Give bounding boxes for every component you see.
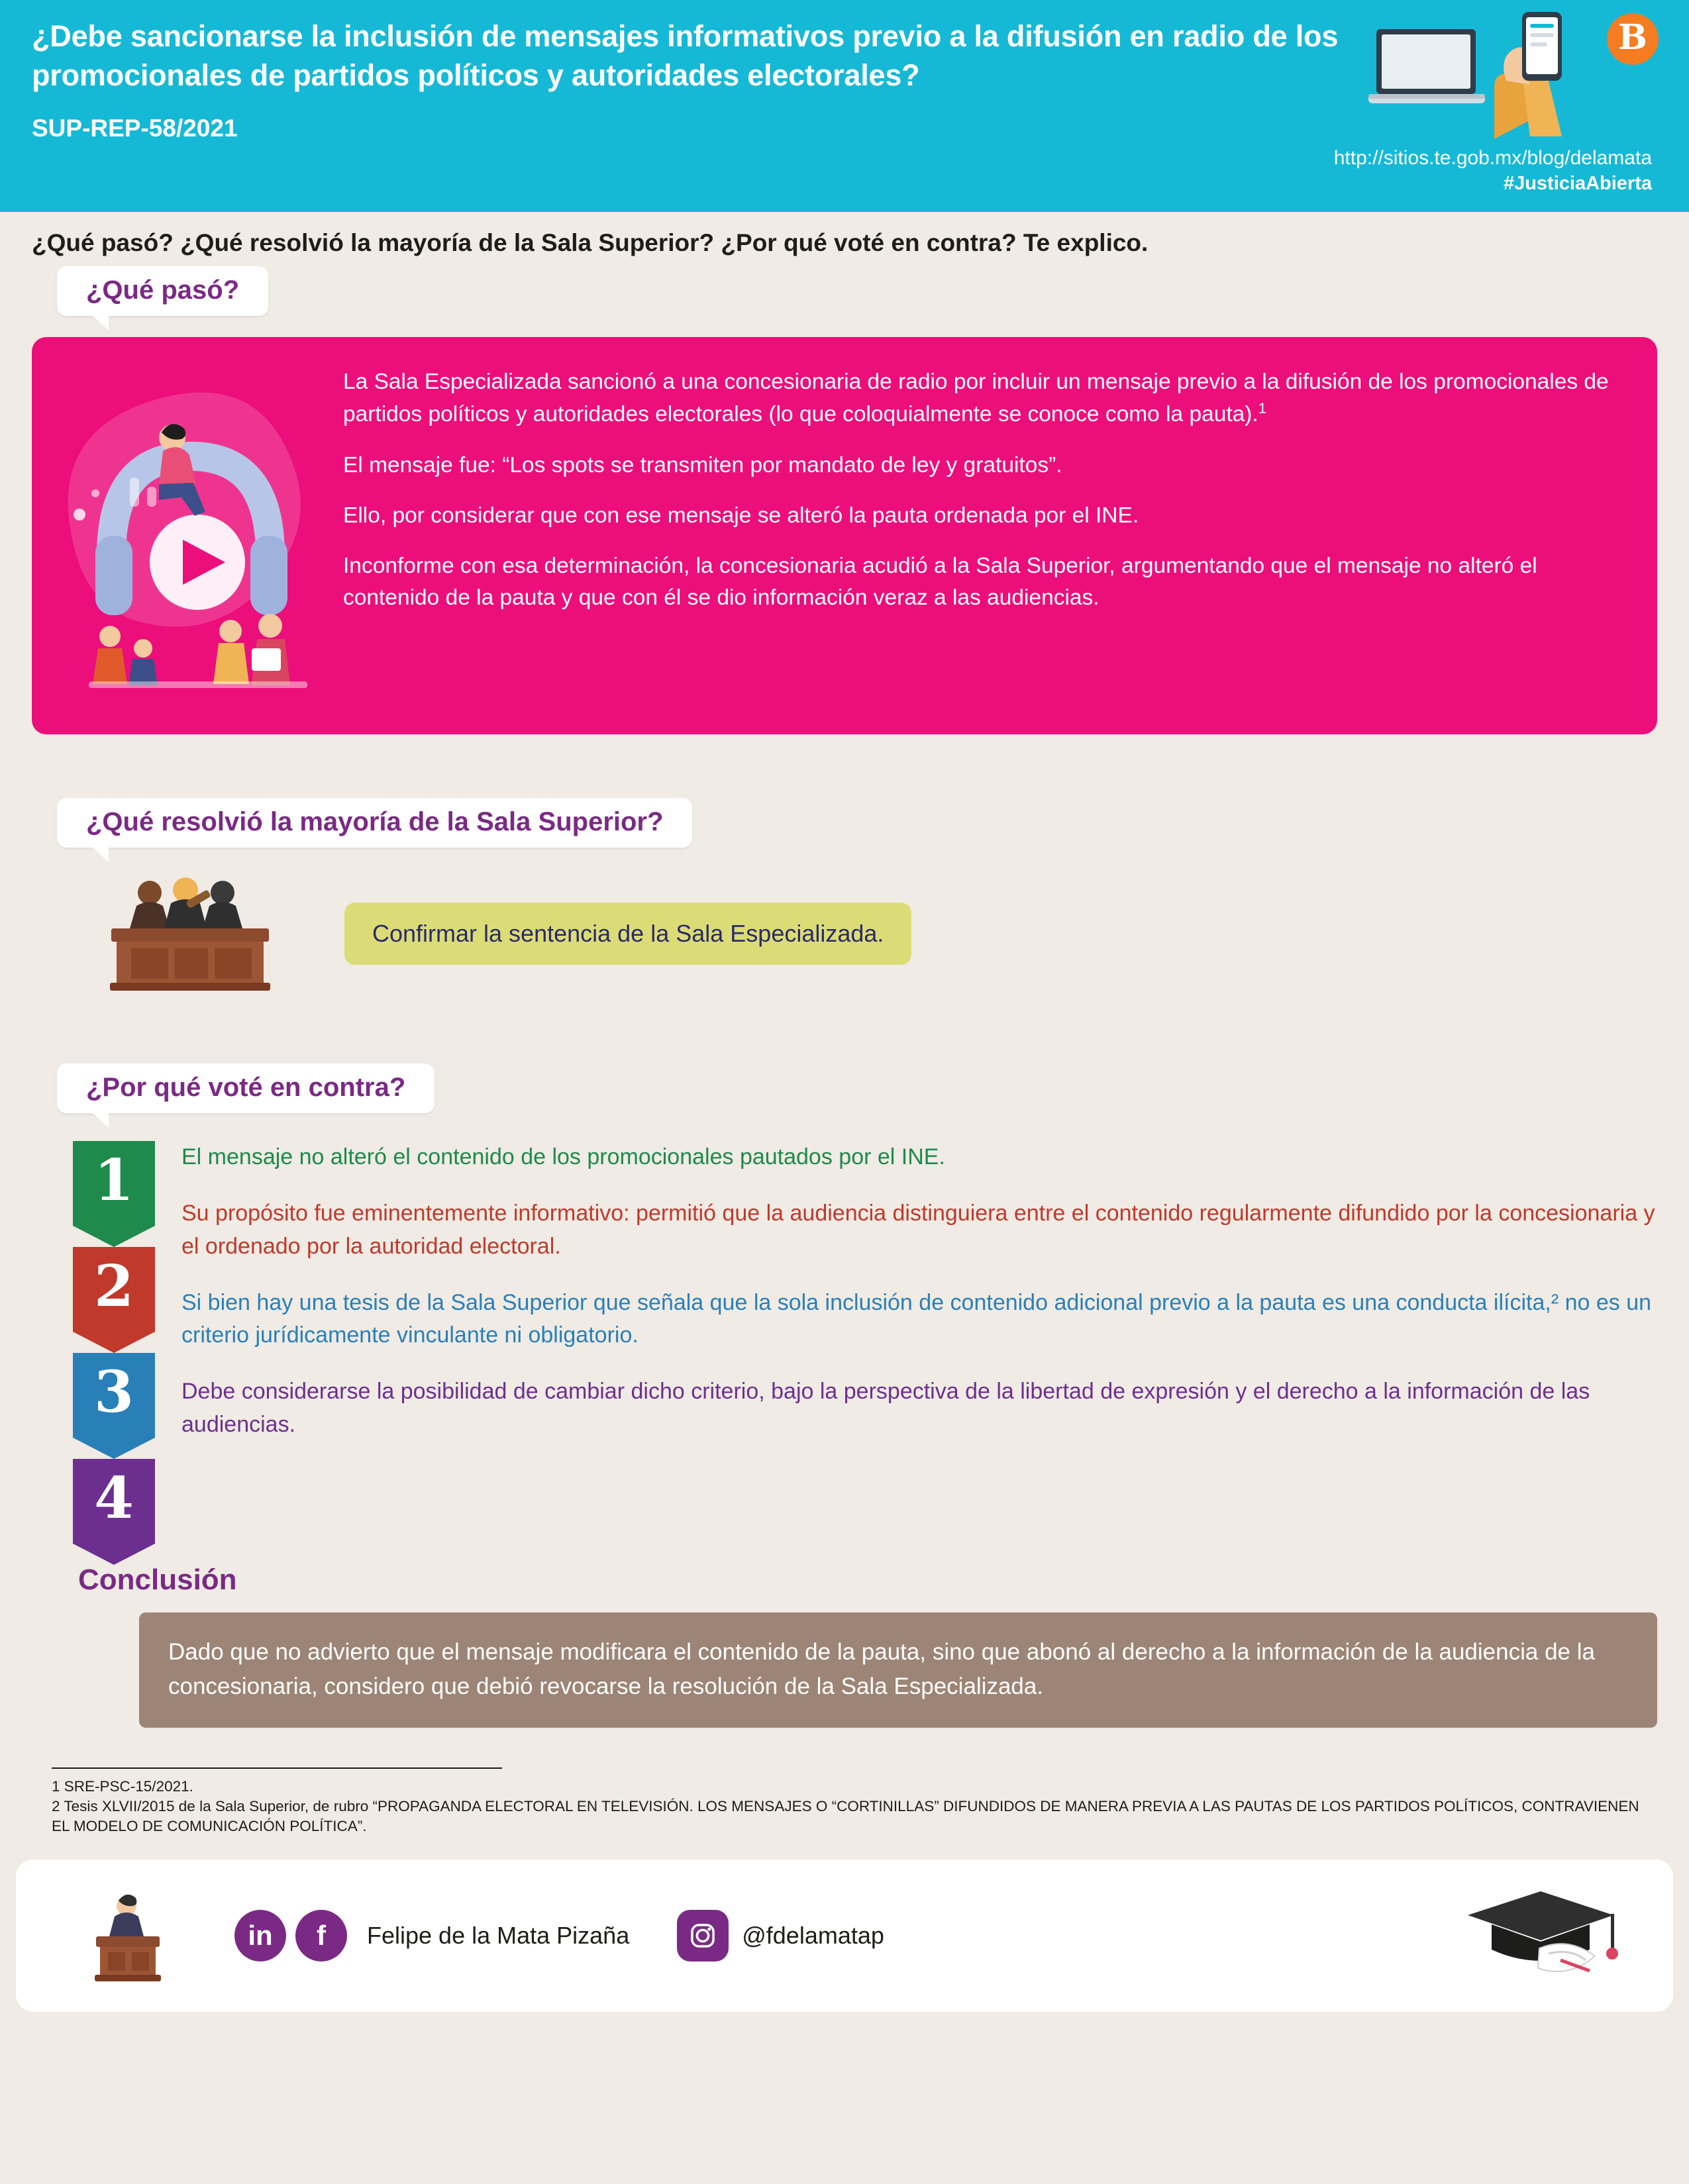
header-links bbox=[1334, 146, 1652, 195]
blogger-letter: B bbox=[1618, 17, 1647, 58]
linkedin-icon[interactable] bbox=[234, 1910, 286, 1961]
reason-text-3: Si bien hay una tesis de la Sala Superior que señala que la sola inclusión de contenido adicional previo a la pauta es una conducta ilícita,² no es un criterio jurídicamente vinculante ni obligatorio. bbox=[181, 1289, 1652, 1348]
judges-bench-illustration bbox=[32, 868, 317, 1000]
footnote-1: 1 SRE-PSC-15/2021. bbox=[52, 1777, 193, 1795]
graduation-cap-illustration bbox=[1461, 1879, 1627, 1992]
laptop-hand-illustration bbox=[1364, 7, 1583, 139]
judge-desk-illustration bbox=[16, 1886, 234, 1985]
reason-text-4: Debe considerarse la posibilidad de cambiar dicho criterio, bajo la perspectiva de la libertad de expresión y el derecho a la información de las audiencias. bbox=[181, 1379, 1590, 1437]
footnote-divider bbox=[52, 1767, 502, 1769]
facebook-label: f bbox=[317, 1919, 326, 1951]
bubble-que-resolvio: ¿Qué resolvió la mayoría de la Sala Superior? bbox=[57, 798, 692, 848]
conclusion-title: Conclusión bbox=[78, 1564, 237, 1596]
footnote-ref-1: 1 bbox=[1258, 400, 1266, 417]
spacer-2 bbox=[0, 1000, 1689, 1064]
facebook-icon[interactable] bbox=[295, 1910, 347, 1961]
conclusion-text: Dado que no advierto que el mensaje modificara el contenido de la pauta, sino que abonó al derecho a la información de la audiencia de la concesionaria, considero que debió revocarse la resolución de la Sala Especializada. bbox=[139, 1613, 1657, 1728]
section-2-header bbox=[0, 798, 1689, 848]
reason-number-1: 1 bbox=[73, 1141, 155, 1226]
reasons-list bbox=[0, 1141, 1689, 1544]
paragraph-4: Inconforme con esa determinación, la concesionaria acudió a la Sala Superior, argumentando que el mensaje no alteró el contenido de la pauta y que con él se dio información veraz a las audiencias. bbox=[343, 554, 1537, 611]
que-paso-text bbox=[343, 337, 1657, 734]
radio-listeners-illustration bbox=[32, 337, 343, 734]
case-id: SUP-REP-58/2021 bbox=[32, 115, 238, 142]
paragraph-2: El mensaje fue: “Los spots se transmiten por mandato de ley y gratuitos”. bbox=[343, 452, 1062, 477]
resolution-row bbox=[0, 868, 1689, 1000]
page-header bbox=[0, 0, 1689, 212]
section-1-header bbox=[0, 266, 1689, 316]
author-name: Felipe de la Mata Pizaña bbox=[367, 1921, 630, 1949]
paragraph-3: Ello, por considerar que con ese mensaje se alteró la pauta ordenada por el INE. bbox=[343, 503, 1139, 528]
reason-numbers bbox=[32, 1141, 164, 1544]
reason-text-2: Su propósito fue eminentemente informativo: permitió que la audiencia distinguiera entre el contenido regularmente difundido por la concesionaria y el ordenado por la autoridad electoral. bbox=[181, 1201, 1655, 1259]
reason-number-2: 2 bbox=[73, 1247, 155, 1332]
reason-number-3: 3 bbox=[73, 1353, 155, 1438]
blog-url[interactable]: http://sitios.te.gob.mx/blog/delamata bbox=[1333, 146, 1652, 169]
blogger-icon[interactable] bbox=[1607, 13, 1659, 65]
page-title: ¿Debe sancionarse la inclusión de mensajes informativos previo a la difusión en radio de los promocionales de partidos políticos y autoridades electorales? bbox=[32, 19, 1339, 92]
paragraph-1: La Sala Especializada sancionó a una concesionaria de radio por incluir un mensaje previo a la difusión de los promocionales de partidos políticos y autoridades electorales (lo que coloquialmente se conoce como la pauta).$^1$ bbox=[343, 370, 1609, 427]
page-footer bbox=[16, 1860, 1673, 2012]
page-body bbox=[0, 212, 1689, 2012]
instagram-icon[interactable] bbox=[677, 1910, 729, 1961]
hashtag[interactable]: #JusticiaAbierta bbox=[1503, 173, 1652, 194]
reason-paragraphs bbox=[164, 1141, 1657, 1544]
instagram-handle[interactable]: @fdelamatap bbox=[742, 1921, 884, 1949]
social-links bbox=[234, 1910, 884, 1961]
spacer bbox=[0, 734, 1689, 798]
section-3-header bbox=[0, 1064, 1689, 1113]
intro-text: ¿Qué pasó? ¿Qué resolvió la mayoría de la Sala Superior? ¿Por qué voté en contra? Te explico. bbox=[32, 229, 1149, 256]
linkedin-label: in bbox=[248, 1919, 273, 1951]
reason-number-4: 4 bbox=[73, 1459, 155, 1544]
bubble-por-que-vote: ¿Por qué voté en contra? bbox=[57, 1064, 435, 1113]
footnotes bbox=[52, 1758, 1657, 1837]
bubble-que-paso: ¿Qué pasó? bbox=[57, 266, 268, 316]
footnote-2: 2 Tesis XLVII/2015 de la Sala Superior, de rubro “PROPAGANDA ELECTORAL EN TELEVISIÓN. LOS MENSAJES O “CORTINILLAS” DIFUNDIDOS DE MANERA PREVIA A LAS PAUTAS DE LOS PARTIDOS POLÍTICOS, CONTRAVIENEN EL MODELO DE COMUNICACIÓN POLÍTICA”. bbox=[52, 1797, 1639, 1835]
reason-text-1: El mensaje no alteró el contenido de los promocionales pautados por el INE. bbox=[181, 1144, 945, 1169]
resolution-answer: Confirmar la sentencia de la Sala Especializada. bbox=[344, 903, 911, 965]
que-paso-card bbox=[32, 337, 1657, 734]
